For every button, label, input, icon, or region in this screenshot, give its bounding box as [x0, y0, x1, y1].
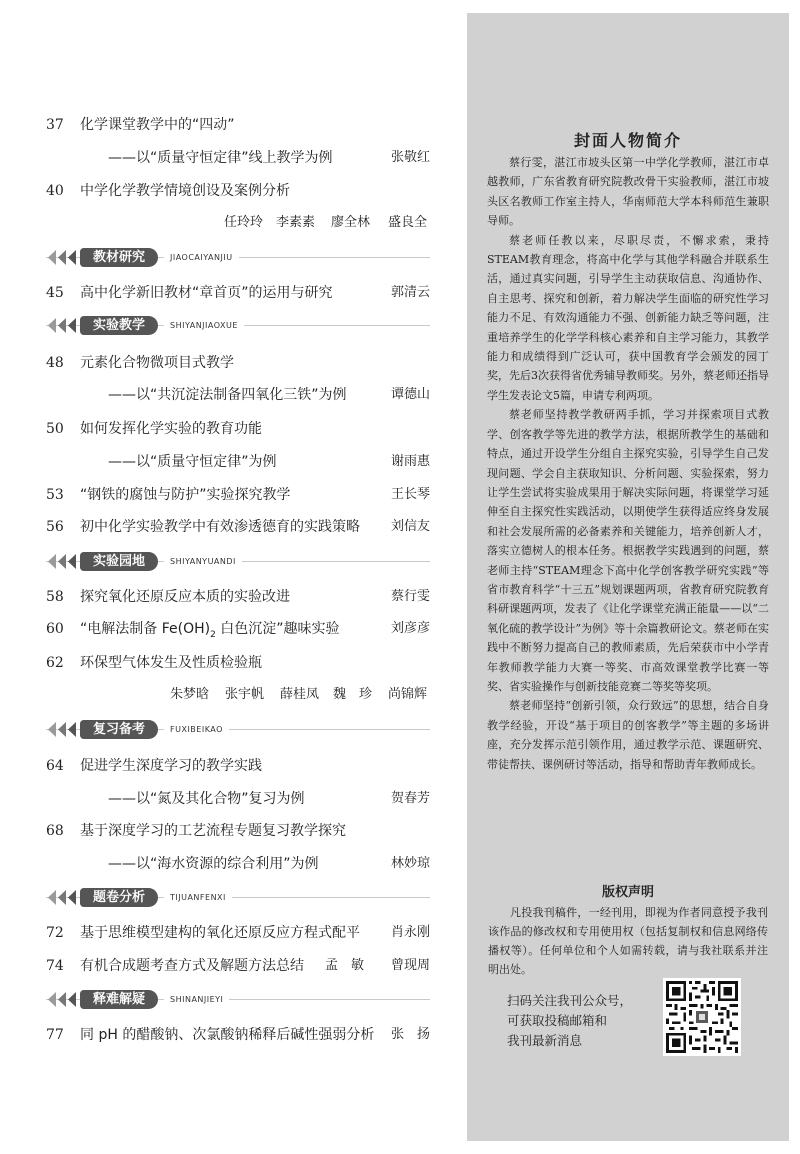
toc-entry-74[interactable]: [0, 955, 450, 977]
article-title: “钢铁的腐蚀与防护”实验探究教学: [80, 487, 291, 503]
article-author: 尚锦辉: [388, 687, 428, 702]
bio-text: [487, 153, 769, 774]
article-subtitle: ——以“质量守恒定律”线上教学为例: [108, 150, 333, 166]
qr-caption-line: 可获取投稿邮箱和: [507, 1013, 608, 1028]
article-author: 曾现周: [390, 958, 430, 973]
toc-entry-77[interactable]: [0, 1024, 450, 1046]
toc-authors-62: [0, 684, 450, 706]
bio-paragraph: 蔡老师任教以来，尽职尽责，不懈求索，秉持STEAM教育理念，将高中化学与其他学科融合并联系生活，通过真实问题，引导学生主动获取信息、沟通协作、自主思考、探究和创新，着力解决学生面临的研究性学习能力不足、有效沟通能力不强、创新能力缺乏等问题，注重培养学生的化学学科核心素养和自主学习能力，其教学能力和成绩得到广泛认可，获中国教育学会颁发的园丁奖，先后3次获得省优秀辅导教师奖。另外，蔡老师还指导学生发表论文5篇，申请专利两项。: [487, 233, 769, 402]
section-pinyin: TIJUANFENXI: [164, 888, 232, 907]
toc-authors-40: [0, 212, 450, 234]
section-label: 题卷分析: [80, 888, 158, 907]
article-title: 高中化学新旧教材“章首页”的运用与研究: [80, 285, 333, 301]
article-author: 任玲玲: [224, 215, 264, 230]
page-number: 45: [46, 285, 64, 301]
article-author: 廖全林: [331, 215, 371, 230]
cover-person-panel: [467, 13, 789, 1141]
section-header-shiyan: [46, 316, 430, 335]
article-title: 有机合成题考查方式及解题方法总结: [80, 958, 304, 974]
toc-entry-64[interactable]: [0, 755, 450, 777]
copyright-paragraph: 凡投我刊稿件，一经刊用，即视为作者同意授予我刊该作品的修改权和专用使用权（包括复制权和信息网络传播权等）。任何单位和个人如需转载，请与我社联系并注明出处。: [488, 906, 768, 976]
article-title: 同 pH 的醋酸钠、次氯酸钠稀释后碱性强弱分析: [80, 1027, 375, 1043]
bio-paragraph: 蔡老师坚持教学教研两手抓，学习并探索项目式教学、创客教学等先进的教学方法，根据所教学生的基础和特点，通过开设学生分组自主探究实验，引导学生自己发现问题、学会自主获取知识、分析问题、实验探索，努力让学生尝试将实验成果用于解决实际问题，将课堂学习延伸至自主探究性实践活动，以期使学生获得适应终身发展和社会发展所需的必备素养和关键能力，培养创新人才，落实立德树人的根本任务。根据教学实践遇到的问题，蔡老师主持“STEAM理念下高中化学创客教学研究实践”等省市教育科学“十三五”规划课题两项，省教育研究院教育科研课题两项，发表了《让化学课堂充满正能量——以“二氧化硫的教学设计”为例》等十余篇教研论文。蔡老师在实践中不断努力提高自己的教师素质，先后荣获市中小学青年教师教学能力大赛一等奖、市高效课堂教学比赛一等奖、省实验操作与创新技能竞赛二等奖等奖项。: [487, 408, 769, 693]
toc-entry-50[interactable]: [0, 418, 450, 440]
page-number: 56: [46, 519, 64, 535]
toc-entry-53[interactable]: [0, 484, 450, 506]
article-author: 谢雨惠: [390, 454, 430, 469]
article-title: 环保型气体发生及性质检验瓶: [80, 655, 262, 671]
section-label: 实验园地: [80, 552, 158, 571]
article-title: 基于深度学习的工艺流程专题复习教学探究: [80, 823, 346, 839]
article-author: 张敬红: [390, 150, 430, 165]
page-number: 53: [46, 487, 64, 503]
page-number: 72: [46, 925, 64, 941]
section-pinyin: JIAOCAIYANJIU: [164, 248, 239, 267]
article-author: 肖永刚: [390, 925, 430, 940]
article-title: 中学化学教学情境创设及案例分析: [80, 183, 290, 199]
page-number: 40: [46, 183, 64, 199]
article-subtitle: ——以“共沉淀法制备四氧化三铁”为例: [108, 387, 347, 403]
article-title: 如何发挥化学实验的教育功能: [80, 421, 262, 437]
article-title: 促进学生深度学习的教学实践: [80, 758, 262, 774]
section-header-shinan: [46, 990, 430, 1009]
article-author: 蔡行雯: [390, 589, 430, 604]
toc-entry-68[interactable]: [0, 820, 450, 842]
section-label: 复习备考: [80, 720, 158, 739]
toc-entry-58[interactable]: [0, 586, 450, 608]
toc-entry-37[interactable]: [0, 114, 450, 136]
article-title: 元素化合物微项目式教学: [80, 355, 234, 371]
section-label: 释难解疑: [80, 990, 158, 1009]
page-number: 77: [46, 1027, 64, 1043]
section-pinyin: SHIYANYUANDI: [164, 552, 242, 571]
article-title: 基于思维模型建构的氧化还原反应方程式配平: [80, 925, 360, 941]
copyright-text: [488, 903, 768, 979]
toc-subtitle-64: [0, 788, 450, 810]
section-label: 教材研究: [80, 248, 158, 267]
qr-caption: [507, 991, 677, 1051]
article-title: 探究氧化还原反应本质的实验改进: [80, 589, 290, 605]
article-author: 薛桂凤: [280, 687, 320, 702]
page-number: 58: [46, 589, 64, 605]
article-subtitle: ——以“氮及其化合物”复习为例: [108, 791, 305, 807]
article-author: 孟 敏: [324, 958, 364, 973]
article-author: 谭德山: [390, 387, 430, 402]
section-pinyin: FUXIBEIKAO: [164, 720, 229, 739]
section-header-yuandi: [46, 552, 430, 571]
article-author: 刘信友: [390, 519, 430, 534]
toc-entry-48[interactable]: [0, 352, 450, 374]
title-part: “电解法制备 Fe(OH): [80, 621, 211, 637]
subscript: 2: [210, 629, 216, 640]
section-pinyin: SHIYANJIAOXUE: [164, 316, 244, 335]
page-number: 74: [46, 958, 64, 974]
article-author: 李素素: [276, 215, 316, 230]
toc-subtitle-50: [0, 451, 450, 473]
section-header-tijuan: [46, 888, 430, 907]
toc-entry-62[interactable]: [0, 652, 450, 674]
section-header-jiaocai: [46, 248, 430, 267]
panel-title: 封面人物简介: [573, 131, 682, 150]
article-author: 林妙琼: [390, 856, 430, 871]
article-subtitle: ——以“海水资源的综合利用”为例: [108, 856, 319, 872]
article-author: 张宇帆: [225, 687, 265, 702]
toc-entry-72[interactable]: [0, 922, 450, 944]
article-author: 朱梦晗: [170, 687, 210, 702]
qr-code[interactable]: [663, 978, 741, 1056]
section-label: 实验教学: [80, 316, 158, 335]
qr-code-icon: [666, 981, 738, 1053]
article-title: 化学课堂教学中的“四动”: [80, 117, 235, 133]
toc-entry-45[interactable]: [0, 282, 450, 304]
qr-caption-line: 我刊最新消息: [507, 1033, 583, 1048]
section-header-fuxi: [46, 720, 430, 739]
page-number: 68: [46, 823, 64, 839]
article-author: 魏 珍: [333, 687, 373, 702]
bio-paragraph: 蔡行雯，湛江市坡头区第一中学化学教师，湛江市卓越教师，广东省教育研究院教改骨干实验教师，湛江市坡头区名教师工作室主持人，华南师范大学本科师范生兼职导师。: [487, 156, 769, 228]
article-author: 张 扬: [390, 1027, 430, 1042]
toc-subtitle-48: [0, 384, 450, 406]
toc-entry-40[interactable]: [0, 180, 450, 202]
section-pinyin: SHINANJIEYI: [164, 990, 229, 1009]
article-title: [80, 618, 340, 646]
title-part: 白色沉淀”趣味实验: [215, 621, 340, 637]
article-subtitle: ——以“质量守恒定律”为例: [108, 454, 277, 470]
article-author: 王长琴: [390, 487, 430, 502]
toc-subtitle-68: [0, 853, 450, 875]
page-number: 60: [46, 621, 64, 637]
page-number: 64: [46, 758, 64, 774]
page-number: 50: [46, 421, 64, 437]
page-number: 62: [46, 655, 64, 671]
page-number: 48: [46, 355, 64, 371]
article-author: 盛良全: [388, 215, 428, 230]
page-number: 37: [46, 117, 64, 133]
bio-paragraph: 蔡老师坚持“创新引领，众行致远”的思想，结合自身教学经验，开设“基于项目的创客教学”等主题的多场讲座，充分发挥示范引领作用，通过教学示范、课题研究、带徒帮扶、课例研讨等活动，指导和帮助青年教师成长。: [487, 699, 769, 771]
article-title: 初中化学实验教学中有效渗透德育的实践策略: [80, 519, 360, 535]
qr-caption-line: 扫码关注我刊公众号，: [507, 993, 633, 1008]
article-author: 贺春芳: [390, 791, 430, 806]
article-author: 刘彦彦: [390, 621, 430, 636]
toc-entry-60[interactable]: [0, 618, 450, 640]
article-author: 郭清云: [390, 285, 430, 300]
copyright-title: 版权声明: [601, 885, 654, 900]
toc-entry-56[interactable]: [0, 516, 450, 538]
toc-subtitle-37: [0, 147, 450, 169]
